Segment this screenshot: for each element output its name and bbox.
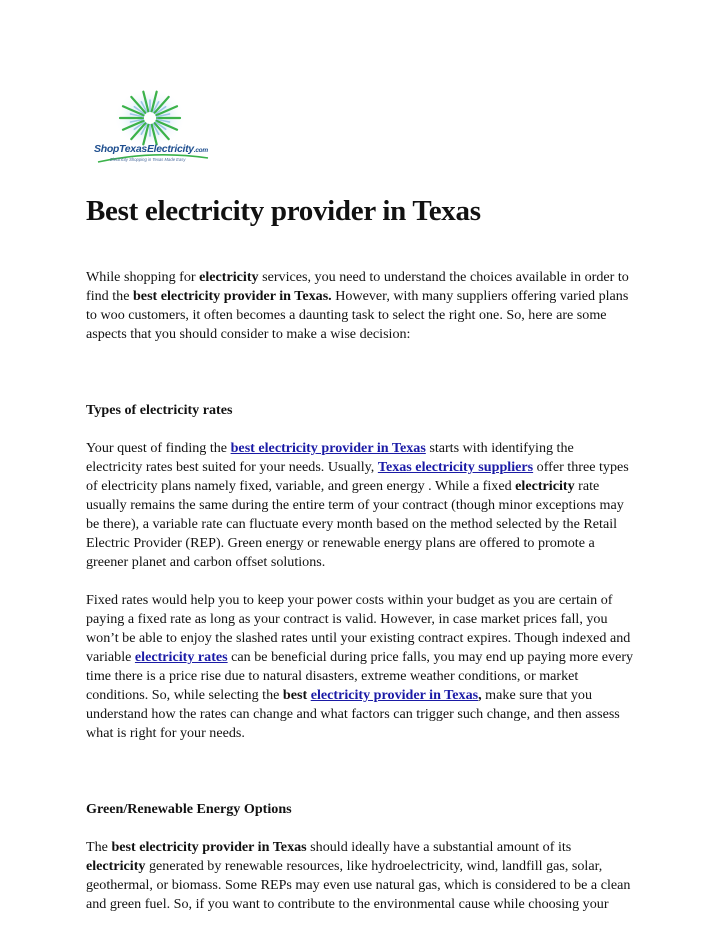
site-logo[interactable] [88, 88, 216, 180]
link-provider-texas[interactable]: electricity provider in Texas [310, 687, 479, 703]
rates-paragraph-2: Fixed rates would help you to keep your power costs within your budget as you are certain of paying a fixed rate as long as your contract is valid. However, in case market prices fall, you won’t be able to enjoy the slashed rates until your existing contract expires. Though indexed and variable electricity rates can be beneficial during price falls, you may end up paying more every time there is a price rise due to natural disasters, extreme weather conditions, or market conditions. So, while selecting the best electricity provider in Texas, make sure that you understand how the rates can change and what factors can trigger such change, and then assess what is right for your needs. [86, 592, 634, 741]
link-electricity-rates[interactable]: electricity rates [134, 649, 228, 665]
link-texas-suppliers[interactable]: Texas electricity suppliers [377, 459, 534, 475]
section-heading-rates: Types of electricity rates [86, 402, 233, 418]
intro-paragraph: While shopping for electricity services, you need to understand the choices available in order to find the best electricity provider in Texas. However, with many suppliers offering varied plans to woo customers, it often becomes a daunting task to select the right one. So, here are some aspects that you should consider to make a wise decision: [86, 269, 629, 342]
sunburst-logo-icon [88, 88, 216, 180]
article [86, 190, 656, 914]
logo-brand: ShopTexasElectricity.com [94, 143, 208, 155]
article-title: Best electricity provider in Texas [86, 195, 481, 227]
link-best-provider[interactable]: best electricity provider in Texas [230, 440, 426, 456]
rates-paragraph-1: Your quest of finding the best electricity provider in Texas starts with identifying the electricity rates best suited for your needs. Usually, Texas electricity suppliers offer three types of electricity plans namely fixed, variable, and green energy . While a fixed electricity rate usually remains the same during the entire term of your contract (though minor exceptions may be there), a variable rate can fluctuate every month based on the method selected by the Retail Electric Provider (REP). Green energy or renewable energy plans are offered to promote a greener planet and carbon offset solutions. [86, 440, 629, 570]
logo-tagline: Electricity Shopping in Texas Made Easy [110, 157, 186, 162]
green-paragraph-1: The best electricity provider in Texas should ideally have a substantial amount of its electricity generated by renewable resources, like hydroelectricity, wind, landfill gas, solar, geothermal, or biomass. Some REPs may even use natural gas, which is considered to be a clean and green fuel. So, if you want to contribute to the environmental cause while choosing your [86, 839, 631, 912]
section-heading-green: Green/Renewable Energy Options [86, 801, 292, 817]
